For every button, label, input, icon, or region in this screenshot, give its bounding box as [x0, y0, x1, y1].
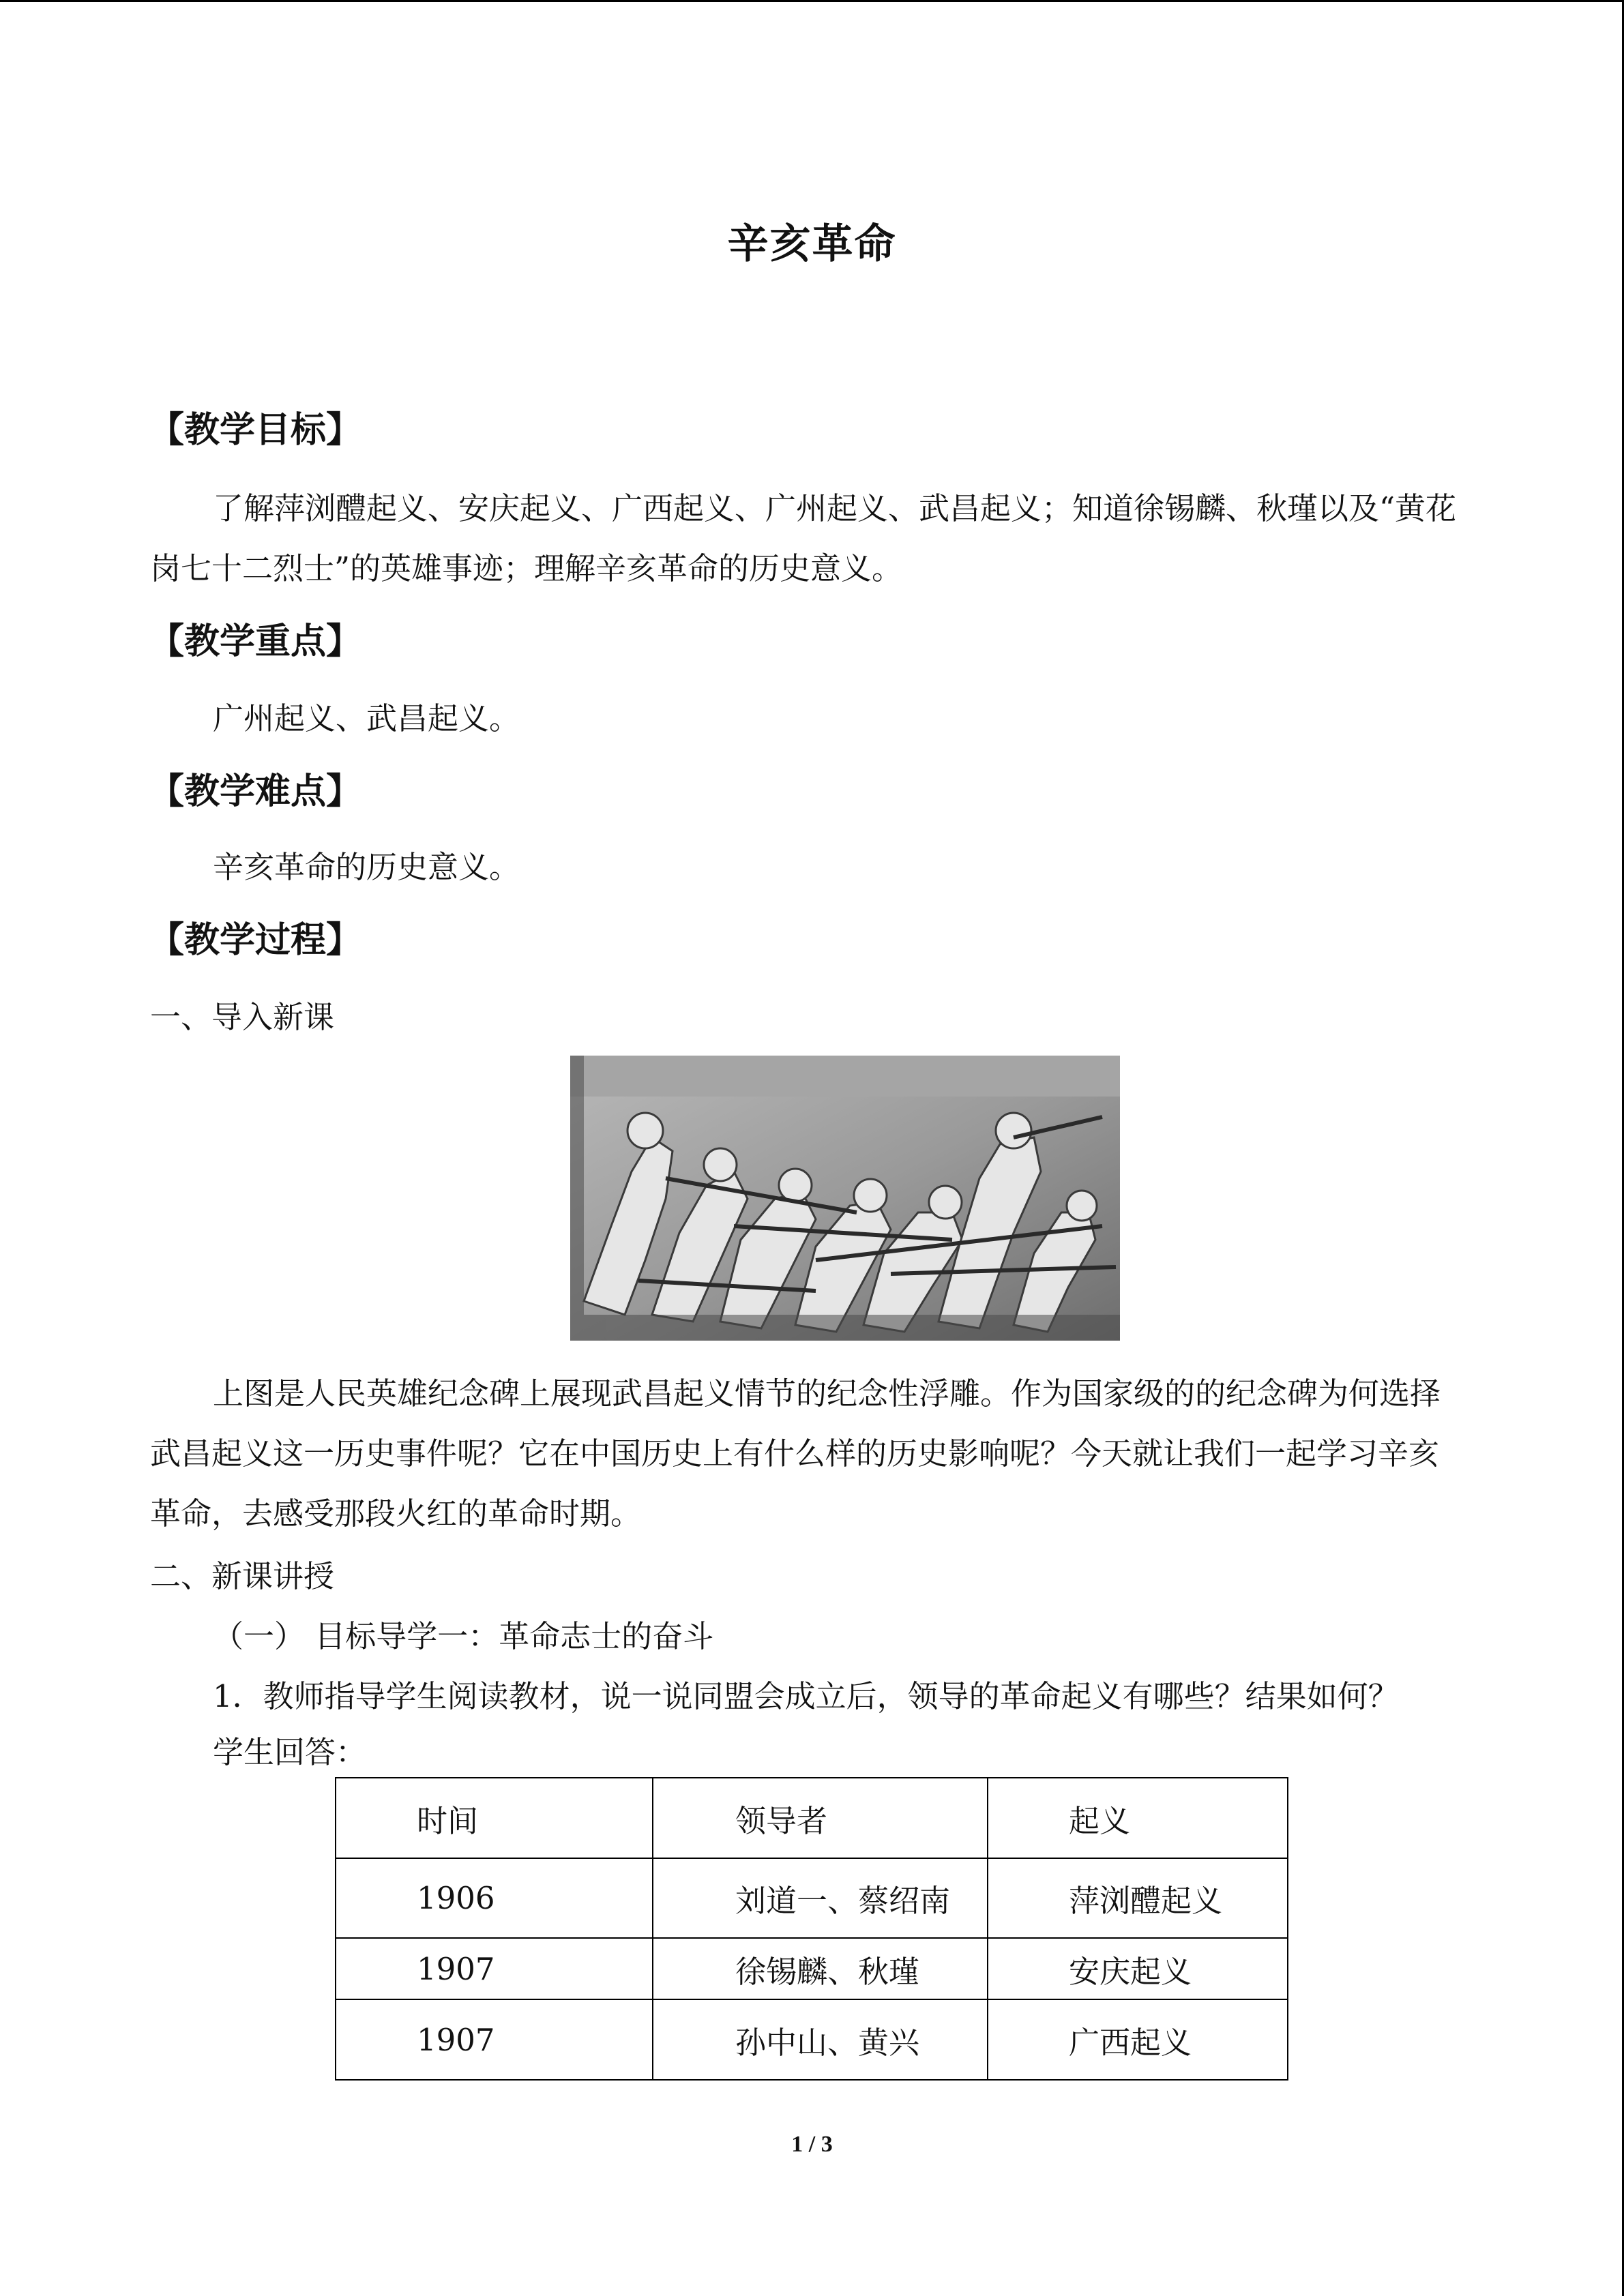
uprisings-table — [335, 1777, 1288, 2081]
student-answer-label: 学生回答： — [213, 1734, 367, 1770]
goals-heading: 【教学目标】 — [149, 410, 362, 451]
key-points-heading: 【教学重点】 — [149, 621, 362, 662]
table-cell: 广西起义 — [988, 1999, 1288, 2080]
intro-text: 上图是人民英雄纪念碑上展现武昌起义情节的纪念性浮雕。作为国家级的的纪念碑为何选择武昌起义这一历史事件呢？它在中国历史上有什么样的历史影响呢？今天就让我们一起学习辛亥革命，去感受那段火红的革命时期。 — [150, 1375, 1441, 1532]
table-row — [336, 1938, 1288, 1999]
goals-text: 了解萍浏醴起义、安庆起义、广西起义、广州起义、武昌起义；知道徐锡麟、秋瑾以及“黄花岗七十二烈士”的英雄事迹；理解辛亥革命的历史意义。 — [150, 490, 1457, 586]
question-1: 1．教师指导学生阅读教材，说一说同盟会成立后，领导的革命起义有哪些？结果如何？ — [213, 1678, 1399, 1714]
table-header-cell: 时间 — [336, 1778, 653, 1858]
process-heading: 【教学过程】 — [149, 920, 362, 961]
table-cell: 1907 — [336, 1938, 653, 1999]
table-row — [336, 1858, 1288, 1938]
key-points-text: 广州起义、武昌起义。 — [213, 700, 520, 736]
table-cell: 徐锡麟、秋瑾 — [653, 1938, 988, 1999]
page-border-top — [0, 0, 1624, 2]
table-cell: 萍浏醴起义 — [988, 1858, 1288, 1938]
table-cell: 刘道一、蔡绍南 — [653, 1858, 988, 1938]
table-cell: 1907 — [336, 1999, 653, 2080]
table-row — [336, 1999, 1288, 2080]
sub-heading-1: （一） 目标导学一：革命志士的奋斗 — [213, 1618, 714, 1654]
table-cell: 1906 — [336, 1858, 653, 1938]
table-header-row — [336, 1778, 1288, 1858]
table-header-cell: 领导者 — [653, 1778, 988, 1858]
new-lesson-heading: 二、新课讲授 — [150, 1558, 335, 1594]
difficulty-heading: 【教学难点】 — [149, 771, 362, 812]
difficulty-text: 辛亥革命的历史意义。 — [213, 849, 520, 885]
page-title: 辛亥革命 — [727, 220, 897, 268]
table-cell: 安庆起义 — [988, 1938, 1288, 1999]
table-cell: 孙中山、黄兴 — [653, 1999, 988, 2080]
page-number: 1 / 3 — [791, 2132, 833, 2157]
relief-sculpture-image — [570, 1056, 1120, 1341]
table-header-cell: 起义 — [988, 1778, 1288, 1858]
intro-heading: 一、导入新课 — [150, 999, 335, 1035]
